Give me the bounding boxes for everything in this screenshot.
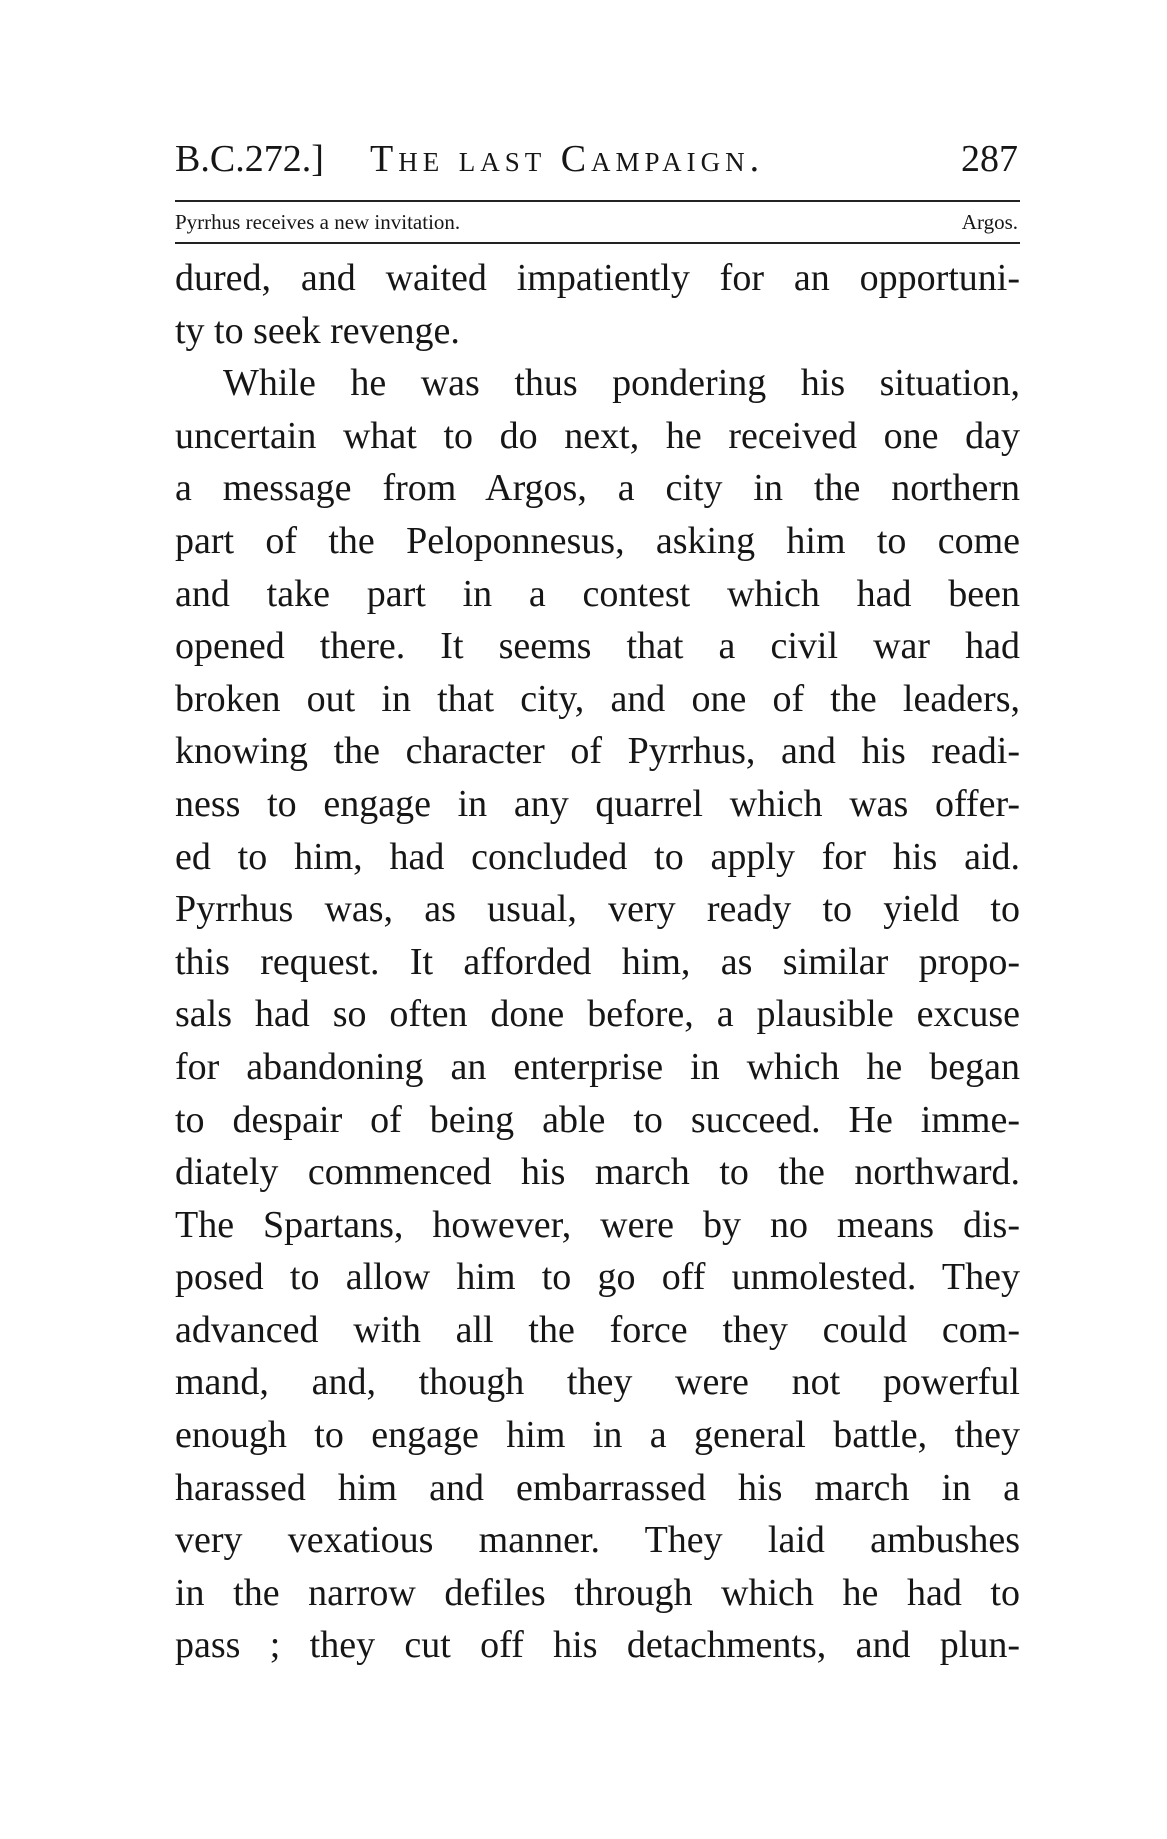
text-line: in the narrow defiles through which he had to — [175, 1571, 1020, 1614]
running-head — [175, 128, 1020, 190]
text-line: knowing the character of Pyrrhus, and his readi- — [175, 730, 1020, 773]
subheading-topic: Pyrrhus receives a new invitation. — [175, 210, 461, 234]
text-line: part of the Peloponnesus, asking him to come — [175, 519, 1020, 562]
text-line: very vexatious manner. They laid ambushes — [175, 1519, 1020, 1562]
text-line: broken out in that city, and one of the leaders, — [175, 677, 1020, 720]
header-rule-bottom — [175, 242, 1020, 244]
text-line: this request. It afforded him, as similar propo- — [175, 940, 1020, 983]
book-page — [175, 128, 1020, 1672]
text-line: Pyrrhus was, as usual, very ready to yield to — [175, 888, 1020, 931]
text-line: opened there. It seems that a civil war had — [175, 625, 1020, 668]
text-line: ed to him, had concluded to apply for his aid. — [175, 835, 1020, 878]
text-line: sals had so often done before, a plausible excuse — [175, 993, 1020, 1036]
text-line: uncertain what to do next, he received one day — [175, 414, 1020, 457]
running-head-title: The last Campaign. — [370, 138, 765, 180]
text-line: harassed him and embarrassed his march in a — [175, 1466, 1020, 1509]
text-line: pass ; they cut off his detachments, and plun- — [175, 1624, 1020, 1667]
text-line: enough to engage him in a general battle, they — [175, 1414, 1020, 1457]
text-line: While he was thus pondering his situation, — [223, 362, 1020, 405]
running-head-date: B.C.272.] — [175, 138, 324, 180]
text-line: The Spartans, however, were by no means dis- — [175, 1203, 1020, 1246]
subheading — [175, 202, 1020, 242]
text-line: mand, and, though they were not powerful — [175, 1361, 1020, 1404]
text-line: to despair of being able to succeed. He imme- — [175, 1098, 1020, 1141]
text-line: for abandoning an enterprise in which he began — [175, 1045, 1020, 1088]
text-line: and take part in a contest which had been — [175, 572, 1020, 615]
text-line: advanced with all the force they could com- — [175, 1308, 1020, 1351]
page-number: 287 — [961, 138, 1018, 180]
text-line: posed to allow him to go off unmolested. They — [175, 1256, 1020, 1299]
subheading-place: Argos. — [961, 210, 1018, 234]
body-text — [175, 252, 1020, 1672]
text-line: diately commenced his march to the northward. — [175, 1151, 1020, 1194]
text-line: ness to engage in any quarrel which was offer- — [175, 782, 1020, 825]
text-line: ty to seek revenge. — [175, 309, 460, 352]
text-line: dured, and waited impatiently for an opportuni- — [175, 257, 1020, 299]
text-line: a message from Argos, a city in the northern — [175, 467, 1020, 510]
